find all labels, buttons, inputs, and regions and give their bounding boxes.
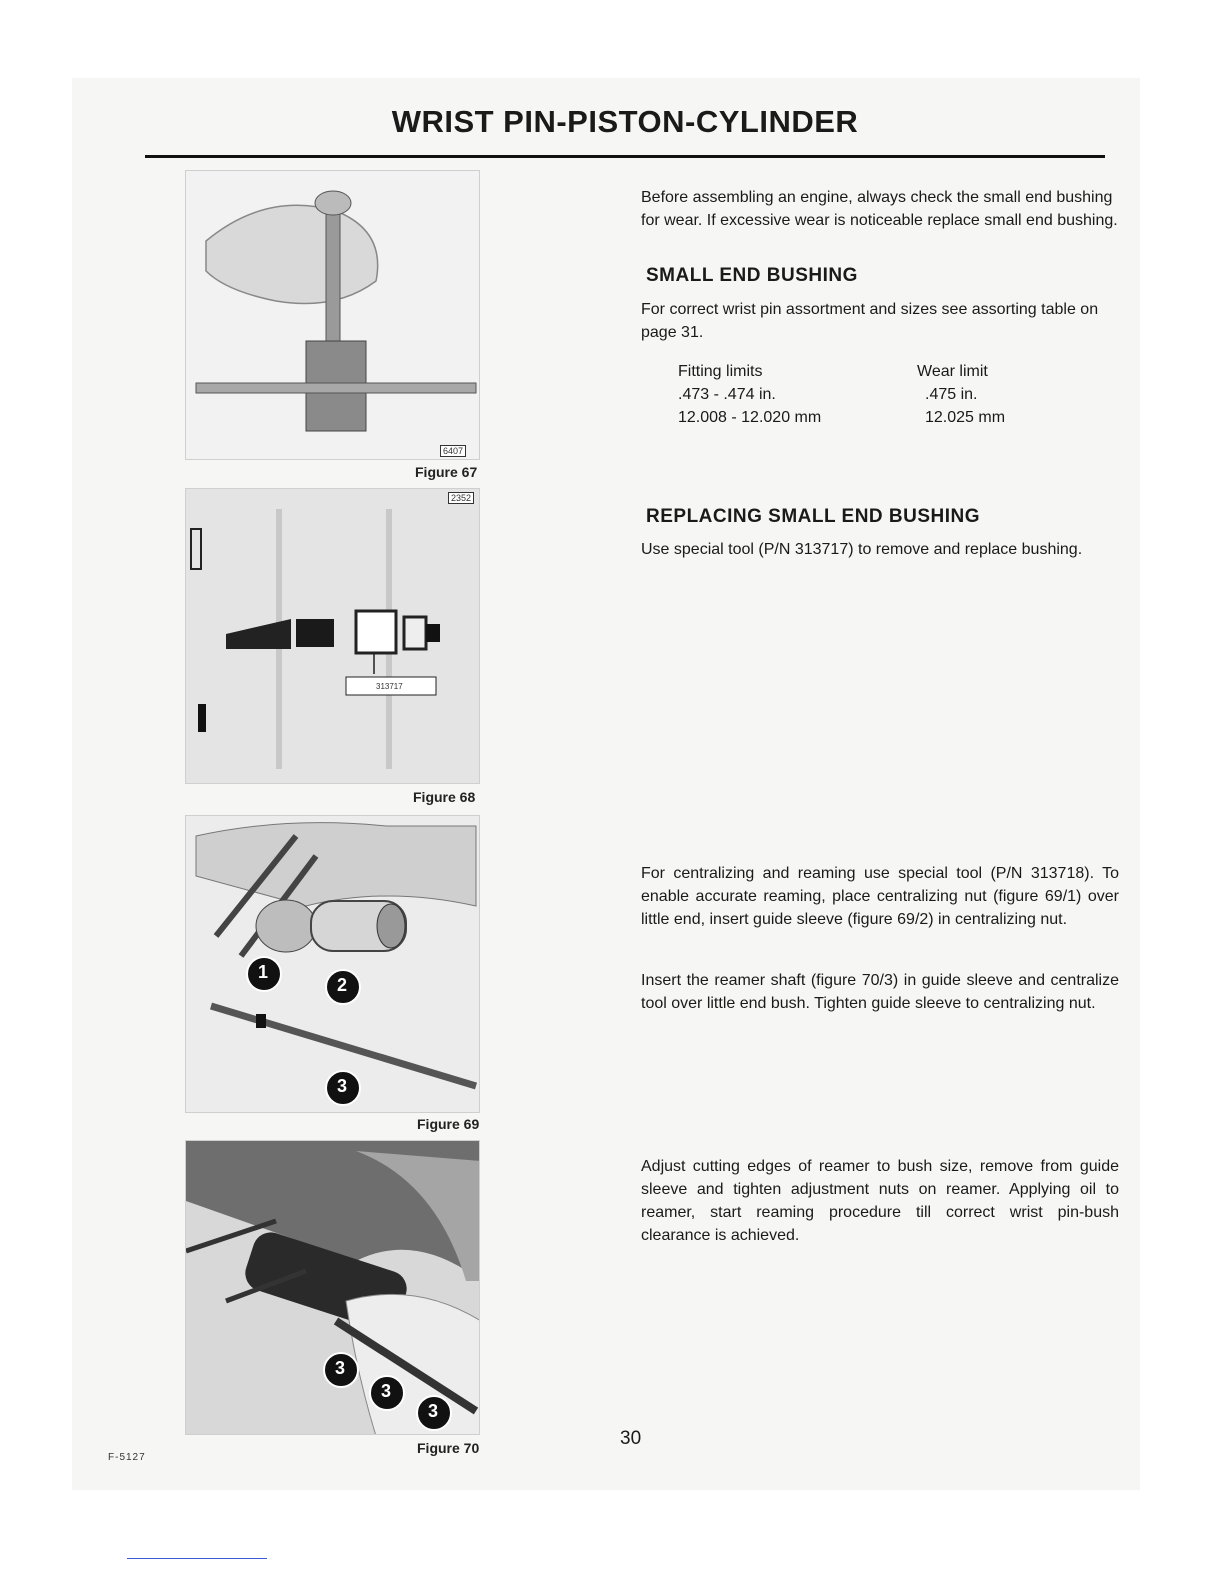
- centralizing-paragraph: For centralizing and reaming use special tool (P/N 313718). To enable accurate reaming, place centralizing nut (figure 69/1) over little end, insert guide sleeve (figure 69/2) in centralizing nut.: [641, 865, 1119, 928]
- fitting-limits-block: [678, 360, 821, 429]
- replacing-heading: REPLACING SMALL END BUSHING: [646, 506, 981, 527]
- figure-67-caption: Figure 67: [415, 464, 478, 480]
- intro-paragraph: Before assembling an engine, always check the small end bushing for wear. If excessive wear is noticeable replace small end bushing.: [641, 189, 1118, 229]
- reamer-paragraph: Insert the reamer shaft (figure 70/3) in guide sleeve and centralize tool over little end bush. Tighten guide sleeve to centralizing nut.: [641, 972, 1119, 1012]
- replacing-text: Use special tool (P/N 313717) to remove and replace bushing.: [641, 541, 1083, 558]
- title-rule: [145, 155, 1105, 158]
- figure-68-caption: Figure 68: [413, 789, 476, 805]
- small-end-bushing-heading: SMALL END BUSHING: [646, 265, 858, 286]
- figure-67-photo: [185, 170, 480, 460]
- page-number: 30: [620, 1428, 642, 1449]
- figure-68-tag: 2352: [448, 492, 474, 504]
- wear-limit-header: Wear limit: [917, 363, 988, 380]
- wear-limit-inches: .475 in.: [925, 386, 978, 403]
- fitting-limits-header: Fitting limits: [678, 363, 763, 380]
- callout-3-label: 3: [337, 1076, 348, 1096]
- bottom-link-underline: [127, 1558, 267, 1559]
- adjust-paragraph: Adjust cutting edges of reamer to bush size, remove from guide sleeve and tighten adjustment nuts on reamer. Applying oil to reamer, start reaming procedure till correct wrist pin-bush clearance is achieved.: [641, 1158, 1119, 1244]
- callout-3a-label: 3: [335, 1358, 346, 1378]
- wear-limit-block: [917, 360, 1005, 429]
- fitting-limits-mm: 12.008 - 12.020 mm: [678, 409, 822, 426]
- callout-3c-label: 3: [428, 1401, 439, 1421]
- callout-3b-label: 3: [381, 1381, 392, 1401]
- figure-70-caption: Figure 70: [417, 1440, 480, 1456]
- document-code: F-5127: [108, 1452, 146, 1463]
- figure-69-photo: [185, 815, 480, 1113]
- figure-70-photo: [185, 1140, 480, 1435]
- callout-1-label: 1: [258, 962, 269, 982]
- small-end-bushing-text: For correct wrist pin assortment and sizes see assorting table on page 31.: [641, 301, 1099, 341]
- figure-68-photo: [185, 488, 480, 784]
- callout-2-label: 2: [337, 975, 348, 995]
- fitting-limits-inches: .473 - .474 in.: [678, 386, 776, 403]
- figure-69-caption: Figure 69: [417, 1116, 480, 1132]
- figure-67-tag: 6407: [440, 445, 466, 457]
- page-title: WRIST PIN-PISTON-CYLINDER: [391, 104, 859, 139]
- wear-limit-mm: 12.025 mm: [925, 409, 1006, 426]
- figure-68-tool-label: 313717: [376, 682, 403, 691]
